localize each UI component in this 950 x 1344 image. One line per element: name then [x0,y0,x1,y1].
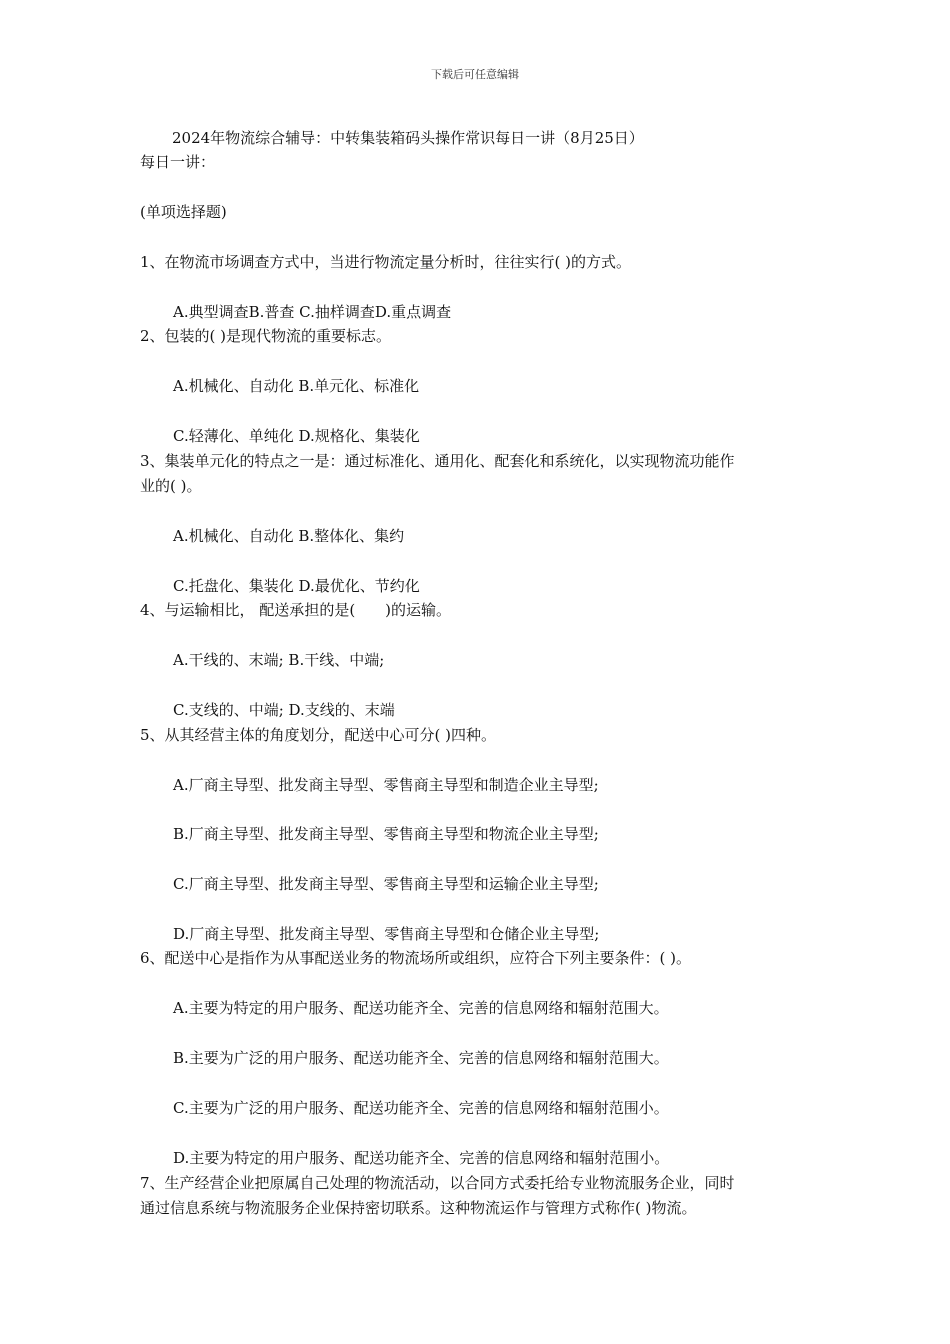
page-header: 下载后可任意编辑 [431,68,519,81]
question-6-option-d: D.主要为特定的用户服务、配送功能齐全、完善的信息网络和辐射范围小。 [173,1149,670,1167]
question-4-option-line: C.支线的、中端; D.支线的、末端 [173,701,395,719]
question-6-option-b: B.主要为广泛的用户服务、配送功能齐全、完善的信息网络和辐射范围大。 [173,1049,669,1067]
document-subtitle: 每日一讲： [140,153,216,171]
question-6-stem: 6、配送中心是指作为从事配送业务的物流场所或组织，应符合下列主要条件：( )。 [140,949,692,967]
question-4-option-line: A.干线的、末端; B.干线、中端; [173,651,385,669]
document-title: 2024年物流综合辅导：中转集装箱码头操作常识每日一讲（8月25日） [172,129,644,147]
question-1-option-line: A.典型调查B.普查 C.抽样调查D.重点调查 [173,303,452,321]
question-3-stem: 3、集装单元化的特点之一是：通过标准化、通用化、配套化和系统化，以实现物流功能作 [140,452,735,470]
section-label: (单项选择题) [140,203,227,221]
question-4-stem: 4、与运输相比， 配送承担的是( )的运输。 [140,601,452,619]
question-6-option-c: C.主要为广泛的用户服务、配送功能齐全、完善的信息网络和辐射范围小。 [173,1099,669,1117]
question-5-stem: 5、从其经营主体的角度划分，配送中心可分( )四种。 [140,726,497,744]
question-5-option-b: B.厂商主导型、批发商主导型、零售商主导型和物流企业主导型; [173,825,599,843]
question-1-stem: 1、在物流市场调查方式中，当进行物流定量分析时，往往实行( )的方式。 [140,253,632,271]
question-2-option-line: A.机械化、自动化 B.单元化、标准化 [173,377,420,395]
question-5-option-d: D.厂商主导型、批发商主导型、零售商主导型和仓储企业主导型; [173,925,600,943]
question-3-option-line: A.机械化、自动化 B.整体化、集约 [173,527,405,545]
question-6-option-a: A.主要为特定的用户服务、配送功能齐全、完善的信息网络和辐射范围大。 [173,999,669,1017]
question-2-option-line: C.轻薄化、单纯化 D.规格化、集装化 [173,427,420,445]
question-3-stem-continued: 业的( )。 [140,477,202,495]
question-5-option-c: C.厂商主导型、批发商主导型、零售商主导型和运输企业主导型; [173,875,599,893]
question-3-option-line: C.托盘化、集装化 D.最优化、节约化 [173,577,420,595]
question-5-option-a: A.厂商主导型、批发商主导型、零售商主导型和制造企业主导型; [173,776,599,794]
question-7-stem-continued: 通过信息系统与物流服务企业保持密切联系。这种物流运作与管理方式称作( )物流。 [140,1199,697,1217]
question-7-stem: 7、生产经营企业把原属自己处理的物流活动，以合同方式委托给专业物流服务企业，同时 [140,1174,735,1192]
question-2-stem: 2、包装的( )是现代物流的重要标志。 [140,327,392,345]
